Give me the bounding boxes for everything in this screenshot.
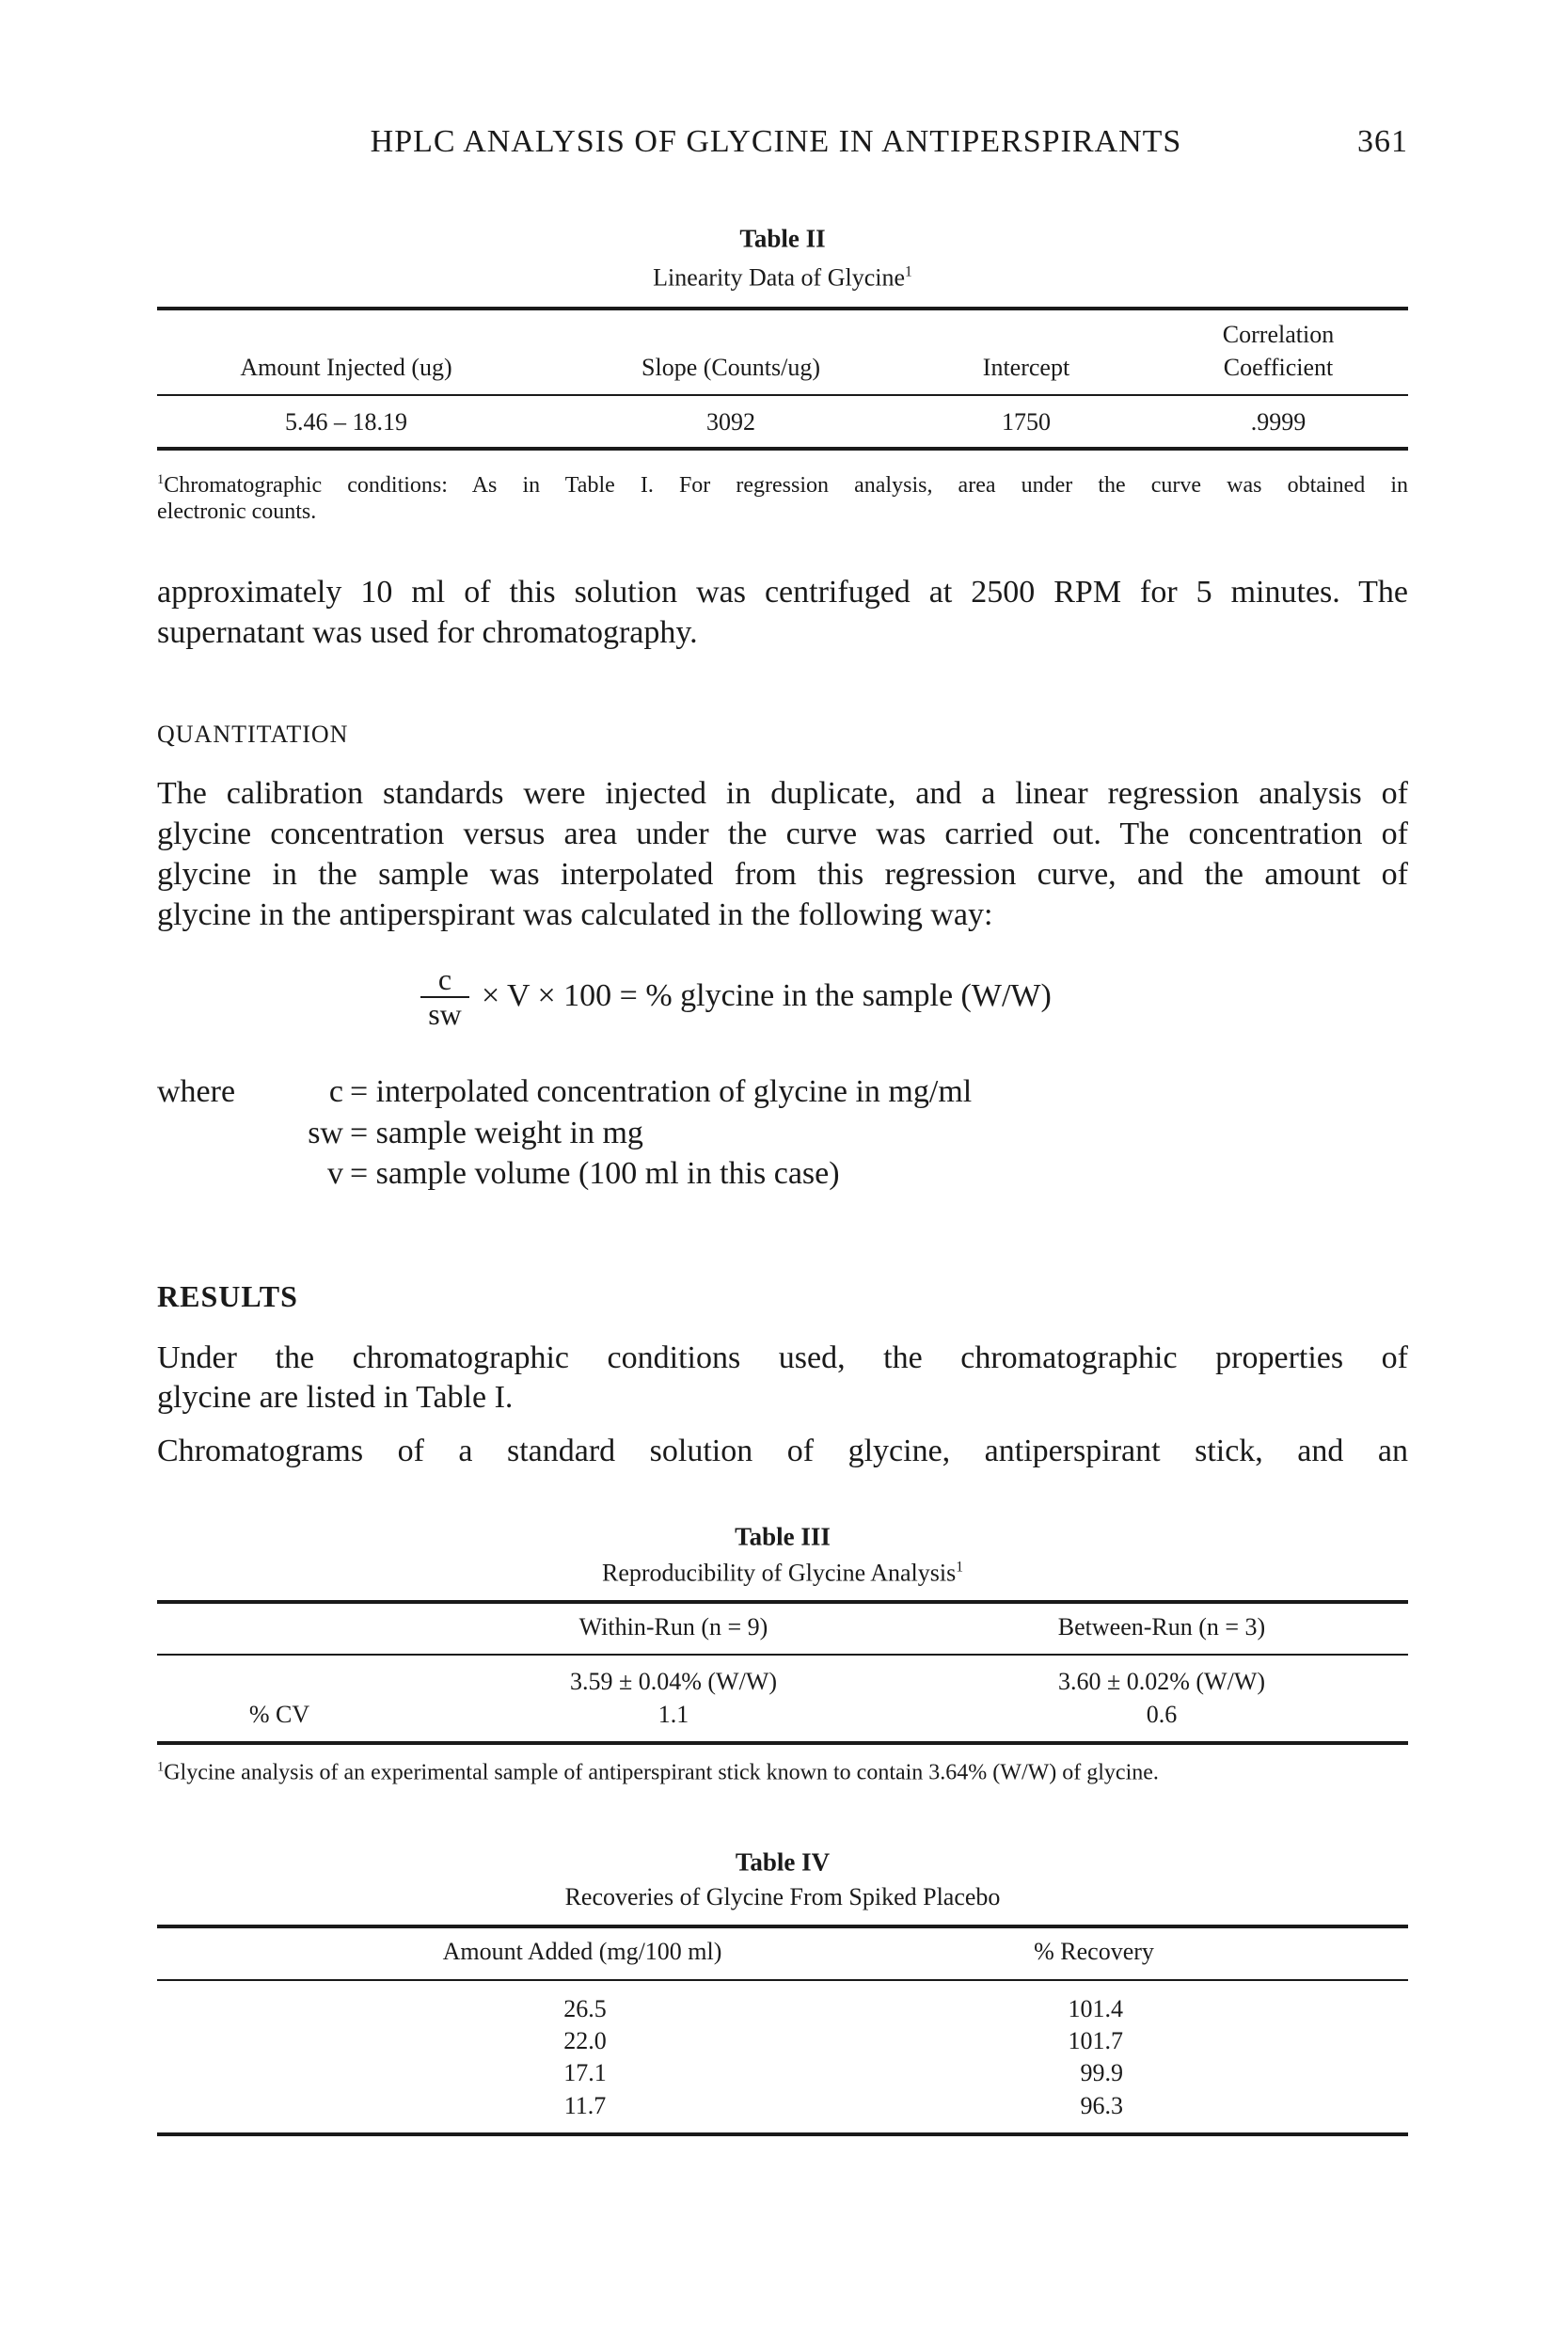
table2-cell: .9999 <box>1250 408 1307 436</box>
table2-col-intercept: Intercept <box>982 354 1070 381</box>
paragraph-line: glycine in the sample was interpolated from this regression curve, and the amount of <box>157 857 1408 892</box>
table3-title: Table III <box>735 1522 831 1551</box>
table2-footnote-cont: electronic counts. <box>157 499 317 524</box>
table2-header-rule <box>157 394 1408 396</box>
formula-denominator: sw <box>428 997 462 1031</box>
paragraph-line: glycine concentration versus area under the curve was carried out. The concentration of <box>157 816 1408 851</box>
table4-header-rule <box>157 1979 1408 1981</box>
def-symbol: c <box>328 1074 343 1109</box>
paragraph-line: glycine are listed in Table I. <box>157 1380 514 1415</box>
paragraph-line: glycine in the antiperspirant was calculated in the following way: <box>157 897 993 932</box>
table4-bottom-rule <box>157 2132 1408 2136</box>
formula-numerator: c <box>437 962 452 996</box>
formula-fraction <box>417 962 473 1031</box>
formula-expression: × V × 100 = % glycine in the sample (W/W) <box>482 978 1052 1013</box>
paragraph-line: supernatant was used for chromatography. <box>157 615 698 650</box>
def-symbol: v <box>327 1156 343 1191</box>
table4-subtitle: Recoveries of Glycine From Spiked Placebo <box>564 1883 1001 1910</box>
table2-bottom-rule <box>157 447 1408 451</box>
table2-cell: 3092 <box>706 408 755 436</box>
paragraph-line: approximately 10 ml of this solution was centrifuged at 2500 RPM for 5 minutes. The <box>157 575 1408 610</box>
table4-cell: 99.9 <box>1080 2059 1123 2086</box>
where-label: where <box>157 1074 236 1109</box>
table3-bottom-rule <box>157 1741 1408 1745</box>
table3-cell: 0.6 <box>1146 1701 1178 1728</box>
table2-footnote: $^1$Chromatographic conditions: As in Table I. For regression analysis, area under the curve was obtained in <box>157 472 1408 498</box>
table2-col-slope: Slope (Counts/ug) <box>641 354 820 381</box>
paragraph-line: Chromatograms of a standard solution of glycine, antiperspirant stick, and an <box>157 1434 1408 1468</box>
table4-cell: 22.0 <box>563 2027 607 2054</box>
paragraph-line: The calibration standards were injected in duplicate, and a linear regression analysis of <box>157 776 1408 811</box>
table2-col-amount: Amount Injected (ug) <box>240 354 452 381</box>
page-number: 361 <box>1357 124 1408 159</box>
table2-title: Table II <box>739 224 826 253</box>
table3-col-between-run: Between-Run (n = 3) <box>1057 1613 1266 1641</box>
table2-col-correlation: Correlation <box>1222 321 1335 348</box>
table3-row-label: % CV <box>248 1701 310 1728</box>
table2-subtitle: Linearity Data of Glycine$^1$ <box>653 263 912 292</box>
table3-col-within-run: Within-Run (n = 9) <box>578 1613 768 1641</box>
table4-cell: 17.1 <box>563 2059 607 2086</box>
def-text: = sample volume (100 ml in this case) <box>350 1156 840 1191</box>
table4-cell: 26.5 <box>563 1995 607 2022</box>
table3-cell: 3.59 ± 0.04% (W/W) <box>569 1668 778 1695</box>
table3-top-rule <box>157 1600 1408 1604</box>
table3-cell: 3.60 ± 0.02% (W/W) <box>1057 1668 1266 1695</box>
table2-top-rule <box>157 307 1408 310</box>
table4-top-rule <box>157 1925 1408 1928</box>
table4-cell: 96.3 <box>1080 2092 1123 2119</box>
table4-cell: 101.4 <box>1068 1995 1123 2022</box>
def-text: = sample weight in mg <box>350 1116 643 1150</box>
table3-subtitle: Reproducibility of Glycine Analysis$^1$ <box>601 1559 964 1587</box>
running-title: HPLC ANALYSIS OF GLYCINE IN ANTIPERSPIRANTS <box>370 124 1182 159</box>
paragraph-line: Under the chromatographic conditions used, the chromatographic properties of <box>157 1340 1408 1375</box>
table2-cell: 5.46 – 18.19 <box>285 408 407 436</box>
section-heading-quantitation: QUANTITATION <box>157 721 349 748</box>
table4-cell: 11.7 <box>563 2092 607 2119</box>
table4-title: Table IV <box>735 1847 831 1877</box>
table2-col-coefficient: Coefficient <box>1223 354 1334 381</box>
section-heading-results: RESULTS <box>157 1279 298 1313</box>
table3-header-rule <box>157 1654 1408 1656</box>
def-symbol: sw <box>308 1116 343 1150</box>
def-text: = interpolated concentration of glycine in mg/ml <box>350 1074 973 1109</box>
table2-cell: 1750 <box>1002 408 1051 436</box>
table4-cell: 101.7 <box>1068 2027 1123 2054</box>
table3-cell: 1.1 <box>657 1701 689 1728</box>
table3-footnote: $^1$Glycine analysis of an experimental sample of antiperspirant stick known to contain 3.64% (W/W) of glycine. <box>157 1759 1159 1785</box>
table4-col-recovery: % Recovery <box>1034 1938 1154 1965</box>
table4-col-amount-added: Amount Added (mg/100 ml) <box>442 1938 722 1965</box>
